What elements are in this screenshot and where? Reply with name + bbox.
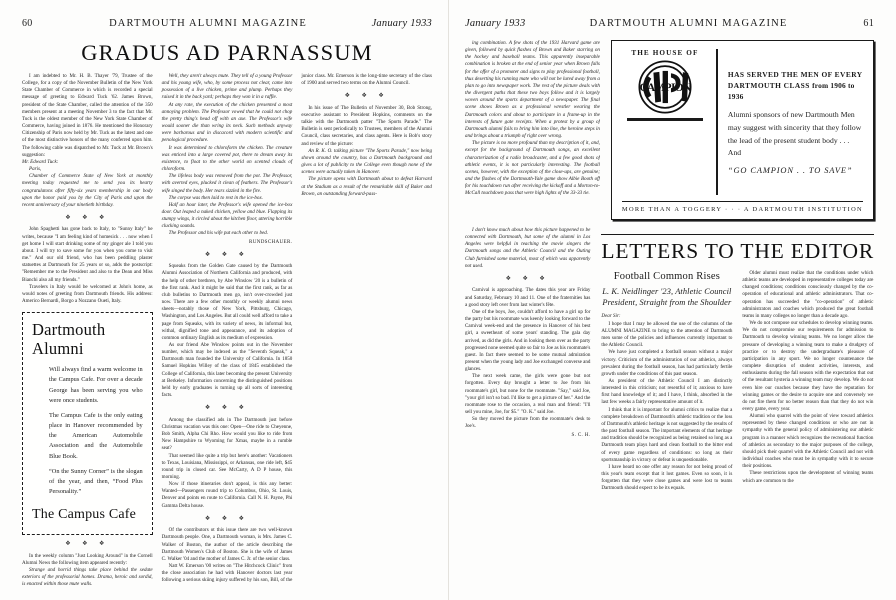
paragraph: I hope that I may be allowed the use of the columns of the ALUMNI MAGAZINE to bring to the attention of Dartmouth men some of the policies and influences currently important to the Athletic Council. [601,320,733,349]
paragraph-quoted: Half an hour later, the Professor's wife opened the ice-box door. Out leaped a naked chicken, yellow and blue. Flapping its stumpy wings, it circled about the kitchen floor, uttering horrible clucking sounds. [161,201,293,230]
paragraph: That seemed like quite a trip but here's another: Vacationers to Texas, Louisiana, Mississippi, or Arkansas, one ride left, $45 round trip in closed car. See McCarty, A D P house, this morning. [161,452,293,480]
letter-subtitle: L. K. Neidlinger '23, Athletic Council President, Straight from the Shoulder [602,286,732,308]
paragraph: So they moved the picture from the roommate's desk to Joe's. [465,416,591,430]
paragraph-quoted: The lifeless body was removed from the pot. The Professor, with averted eyes, plucked it clean of feathers. The Professor's wife singed the body. Her tears sizzled in the fire. [161,173,293,194]
cafe-ad-signoff: The Campus Cafe [32,507,137,523]
column-signature: S. C. H. [571,431,591,438]
cafe-ad-headline-line1: Dartmouth [32,320,106,340]
svg-text:CAMPION: CAMPION [639,82,691,95]
cafe-ad-headline [32,321,143,358]
paragraph-quoted: The Professor and his wife put each other to bed. [168,230,268,237]
paragraph: As our friend Abe Winslow points out in the November number, which may be indexed as the "Seventh Squeak," a Dartmouth man founded the University of California. In 1850 Samuel Hopkins Willey of the class of 1845 established the College of California, this later becoming the present University at Berkeley. Information concerning the distinguished positions held by early graduates is turning up all sorts of interesting facts. [161,341,293,399]
paragraph: Carnival is approaching. The dates this year are Friday and Saturday, February 10 and 11. One of the fraternities has a good story left over from last winter's fête. [465,287,591,308]
campion-ad-logo-area [622,49,718,195]
paragraph: Squeaks from the Golden Gate caused by the Dartmouth Alumni Association of Northern California and produced, with the help of other brethren, by Abe Winslow '20 is a bulletin of the first rank. And it might be said that the first rank, as far as club bulletins to Dartmouth men go, isn't over-crowded just now. There are a few other monthly or weekly alumni news sheets—notably those of New York, Pittsburg, Chicago, Washington, and Los Angeles. But all could well afford to take a page from Squeaks, with its variety of news, its informal but, withal, dignified tone and appearance, and its adoption of common ordinary English as its medium of expression. [161,263,293,341]
paragraph-quoted: The picture opens with Dartmouth about to defeat Harvard at the Stadium as a result of the remarkable skill of Baker and Brown, an outstanding forward-pass- [301,176,432,197]
left-page-columns [22,73,432,593]
paragraph-cable-addressee: Mr. Edward Tuck: [22,158,59,165]
campion-ad-wrapper [611,40,874,225]
right-page-top-zone [465,40,874,225]
issue-date-left: January 1933 [371,18,432,29]
paragraph-quoted: It was determined to chloroform the chicken. The creature was enticed into a large covered pot, there to dream away its existence, to float to the other world on scented clouds of chloroform. [161,144,293,173]
letters-divider-rule [601,234,874,235]
campion-served-line2 [728,80,863,102]
magazine-title-right: DARTMOUTH ALUMNI MAGAZINE [589,18,788,29]
paragraph: We have just completed a football season without a major victory. Criticism of the administration of our athletics, always prevalent during the football season, has had particularly fertile growth under the conditions of this past season. [601,349,733,377]
campion-served-line1: HAS SERVED THE MEN OF EVERY [727,69,863,79]
paragraph: We do not compose our schedules to develop winning teams. We do not compromise our requirements for admission to Dartmouth to develop winning teams. We no longer allow the pressure of developing a winning team to make a drudgery of practice or to destroy the undergraduate's pleasure of participation in any sport. We no longer countenance the complete disruption of student activities, interests, and enthusiasms during the fall season with the expectation that out of the resultant hysteria a winning team may develop. We do not even hire our coaches because they have the reputation for winning games or the desire to acquire one and conversely we do not fire them for no better reason than that they do not win every game, every year. [742,320,874,412]
paragraph-quoted: At any rate, the execution of the chicken presented a most annoying problem. The Professor vowed that he could not chop the pretty thing's head off with an axe. The Professor's wife would sooner die than wring its neck. Such methods anyway were barbarous and in discacord with modern scientific and penological procedure. [161,101,293,144]
cafe-ad-copy-paragraph: The Campus Cafe is the only eating place in Hanover recommended by the American Automobile Association and the Automobile Blue Book. [49,411,143,460]
paragraph-quoted: The picture is no more profound than my description of it, and, except for the background of Dartmouth songs, an excellent characterization of a radio broadcaster, and a few good shots of athletic events, it is not particularly interesting. The football scenes, however, with the exception of the close-ups, are genuine; and the flashes of the Dartmouth-Yale game show Albie Booth off for his touchdown run after receiving the kickoff and a Morton-to-McCall touchdown pass that were high lights of the 33-33 tie. [465,140,600,197]
campion-served-headline [728,69,863,102]
ornament: ❖ ❖ ❖ [204,405,250,412]
paragraph: One of the boys, Joe, couldn't afford to have a girl up for the party but his roommate was keenly looking forward to the Carnival week-end and the presence in Hanover of his best girl, a sweetheart of some years' standing. The gala day arrived, as did the girls. And in looking them over as the party progressed none seemed quite so fair to Joe as his roommate's guest. In fact there seemed to be some mutual admiration present when the young lady and Joe exchanged converse and glances. [465,308,591,373]
campion-served-line2-main: DARTMOUTH CLASS [727,80,810,90]
page-right [448,0,896,600]
paragraph: In his issue of The Bulletin of November 30, Bob Strong, executive assistant to President Hopkins, comments on the talkie with the Dartmouth patter "The Sports Parade." The Bulletin is sent periodically to Trustees, members of the Alumni Council, class secretaries, and class agents. Here is Bob's story and review of the picture: [301,104,432,147]
paragraph-quoted: Well, they aren't always mute. They tell of a young Professor and his young wife, who, by some process not clear, came into possession of a live chicken, prime and plump. Perhaps they raised it in the back yard; perhaps they won it in a raffle. [161,73,293,101]
ornament: ❖ ❖ ❖ [65,214,110,221]
paragraph-quoted: The corpse was then laid to rest in the ice-box. [168,194,263,201]
letters-column-1 [601,270,732,493]
letters-section-title: LETTERS TO THE EDITOR [601,239,874,263]
campion-ad-body: Alumni sponsors of new Dartmouth Men may suggest with sincerity that they follow the lead of the present student body . . . And [727,110,862,158]
paragraph: Older alumni must realize that the conditions under which athletic teams are developed in representative colleges today are changed conditions; conditions consciously changed by the co-operation of educational and athletic administrators. That co-operation has succeeded the "co-operation" of athletic administrators and coaches which produced the great football teams in many colleges no longer than a decade ago. [742,270,874,319]
campion-ad-text-area [718,49,863,195]
paragraph: The next week came, the girls were gone but not forgotten. Every day brought a letter to Joe from his roommate's girl, but none for the roommate. "Say," said Joe, "your girl isn't so bad. I'd like to get a picture of her." And the roommate rose to the occasion, a real man and friend: "I'll sell you mine, Joe, for $5." "O. K." said Joe. [465,373,591,416]
letter-title: Football Common Rises [613,271,721,282]
paragraph: I think that it is important for alumni critics to realize that a complete breakdown of Dartmouth's athletic tradition or the loss of Dartmouth's athletic heritage is not suggested by the results of the past football season. The important elements of that heritage and tradition should be recognized as being retained so long as a Dartmouth team plays hard and clean football to the bitter end of every game regardless of conditions: so long as their sportsmanship in victory or defeat is unquestionable. [601,406,733,463]
letters-columns [601,270,874,493]
cafe-ad-headline-line2: Alumni [32,338,84,358]
paragraph-quoted: Strange and horrid things take place behind the sedate exteriors of the professorial homes. Drama, heroic and sordid, is enacted within those mute walls. [22,567,153,588]
ornament: ❖ ❖ ❖ [204,251,250,258]
issue-date-right: January 1933 [465,18,526,29]
ornament: ❖ ❖ ❖ [344,93,389,100]
paragraph: These restrictions upon the development of winning teams which are common to the [742,470,874,484]
paragraph: John Spaghetti has gone back to Italy, to "Sunny Italy" he writes, because "I am feeling kind of homesick . . . now when I get home I will start drinking some of my ginger ale I told you about. I will try to save some for you when you come to visit me." And our old friend, who has been peddling plaster statuettes at Dartmouth for 25 years or so, adds the postscript: "Remember me to the President and also to the Dean and Miss Bianchi also all my friends." [22,226,153,283]
ornament: ❖ ❖ ❖ [65,541,110,548]
paragraph: Alumni who quarrel with the point of view toward athletics represented by these changed conditions or who are not in sympathy with the general policy of administering our athletic program in a manner which recognizes the recreational function of athletics as secondary to the major purposes of the college, should pick their quarrel with the Athletic Council and not with individual coaches who must be in sympathy with it to secure their positions. [742,413,874,470]
folio-right: 61 [863,18,874,29]
section-title-gradus: GRADUS AD PARNASSUM [81,40,373,65]
ornament: ❖ ❖ ❖ [505,275,550,282]
campion-ad-main [622,49,863,195]
letter-salutation: Dear Sir: [601,312,621,319]
paragraph-quoted: I don't know much about how this picture happened to be connected with Dartmouth, but some of the alumni in Los Angeles were helpful in teaching the movie singers the Dartmouth songs and the Athletic Council and the Outing Club furnished some material, most of which was apparently not used. [465,227,591,269]
letters-section [601,227,874,493]
campion-house-of-label: THE HOUSE OF [631,49,699,57]
right-page-middle-zone [465,227,874,493]
cafe-ad-copy-paragraph: Will always find a warm welcome in the Campus Cafe. For over a decade George has been serving you who were once students. [49,366,143,404]
letters-column-2 [742,270,873,493]
letter-heading-block [601,270,732,309]
paragraph: In the weekly column "Just Looking Around" in the Cornell Alumni News the following item appeared recently: [22,552,153,566]
paragraph: As president of the Athletic Council I am distinctly interested in this criticism; not resentful of it; anxious to have first hand knowledge of it; and I have, I think, absorbed in the last few weeks a fairly representative amount of it. [601,378,733,406]
paragraph: I am indebted to Mr. H. B. Thayer '79, Trustee of the College, for a copy of the November Bulletin of the New York State Chamber of Commerce in which is recorded a special message of greeting to Edward Tuck '62. James Brown, president of the State Chamber, called the attention of the 350 members present at a meeting November 3 to the fact that Mr. Tuck is the oldest member of the New York State Chamber of Commerce, having joined in 1876. He mentioned the Honorary Citizenship of Paris now held by Mr. Tuck as the latest and one of the most distinctive honors of the many conferred upon him. The following cable was dispatched to Mr. Tuck at Mr. Brown's suggestion: [22,73,153,158]
campion-ad-slogan: “GO CAMPION . . TO SAVE” [727,166,853,176]
paragraph: Now if those itineraries don't appeal, is this any better: Wanted—Passengers round trip to Columbus, Ohio, St. Louis, Denver and points en route to California. Call N. H. Payne, Phi Gamma Delta house. [161,481,293,509]
campus-cafe-advertisement [22,312,153,535]
paragraph: I have heard no one offer any reason for not being proud of this year's team except that it lost games. Even so soon, it is forgotten that they were close games and were lost to teams Dartmouth should expect to be its equals. [601,463,733,492]
paragraph: Travelers in Italy would be welcomed at John's home, as would notes of greeting from Dartmouth friends. His address: Americo Bernardi, Borgo a Nozzano Oueti, Italy. [22,283,153,305]
ornament: ❖ ❖ ❖ [204,515,250,522]
campion-served-years: from 1906 to 1936 [727,80,855,102]
campion-logo-icon [629,59,701,115]
paragraph: Of the contributors ot this issue there are two well-known Dartmouth people. One, a Dartmouth woman, is Mrs. James C. Walker of Boston, the author of the article describing the Dartmouth Women's Club of Boston. She is the wife of James C. Walker '04 and the mother of James C. Jr. of the senior class. [161,527,293,562]
right-column-gradus-continuation-2 [465,227,590,493]
running-head-left [22,18,432,31]
cafe-ad-copy [32,365,143,497]
running-head-right [465,18,874,31]
paragraph-quoted: An R. K. O. talking picture "The Sports Parade," now being shown around the country, has a Dartmouth background and gives a lot of publicity to the College even though none of the scenes were actually taken in Hanover. [301,147,432,176]
paragraph: Natt W. Emerson '00 writes on "The Hitchcock Clinic" from the close association he had with Hanover doctors last year following a serious skiing injury suffered by his son, Bill, of the junior class. Mr. Emerson is the long-time secretary of the class of 1900 and served two terms on the Alumni Council. [161,73,432,584]
paragraph-cable-text: Chamber of Commerce State of New York at monthly meeting today requested me to send you its hearty congratulatons after fifty-six years membership in our body upon the honor paid you by the City of Paris and upon the recent anniversary of your ninetieth birthday. [22,173,153,208]
campion-logo-rule [627,118,703,121]
column-signature: RUNDSCHAUER. [248,238,293,245]
paragraph-cable-city: Paris, [29,166,42,173]
folio-left: 60 [22,18,33,29]
paragraph-quoted: ing combination. A few shots of the 1931 Harvard game are given, followed by quick flashes of Brown and Baker starring on the hockey and baseball teams. This apparently inseparable combination is broken at the end of senior year when Brown falls for the offer of a promoter and signs to play professional football, thus deserting his running mate who will not be lured away from a plan to go into newspaper work. The rest of the picture deals with the divergent paths that these two boys follow and it is largely woven around the sports department of a newspaper. The final scene shows Brown as a professional wrestler wearing the Dartmouth colors and about to participate in a frame-up in the interests of future gate receipts. When a protest by a group of Dartmouth alumni fails to bring him into line, the heroine steps in and brings about a triumph of right over wrong. [465,40,600,140]
cafe-ad-copy-paragraph: “On the Sunny Corner” is the slogan of the year, and then, “Food Plus Personality.” [49,467,143,496]
campion-ad-footer: MORE THAN A TOGGERY · · · A DARTMOUTH INSTITUTION [622,201,863,213]
magazine-title-left: DARTMOUTH ALUMNI MAGAZINE [109,18,307,29]
paragraph: Among the classified ads in The Dartmouth just before Christmas vacation was this one: Open—One ride to Cheyenne, Bob Smith, Alpha Chi Rho. How would you like to ride from New Hampshire to Wyoming for Xmas, maybe in a rumble seat? [161,416,293,452]
right-column-gradus-continuation [465,40,600,225]
campion-advertisement [611,40,874,220]
